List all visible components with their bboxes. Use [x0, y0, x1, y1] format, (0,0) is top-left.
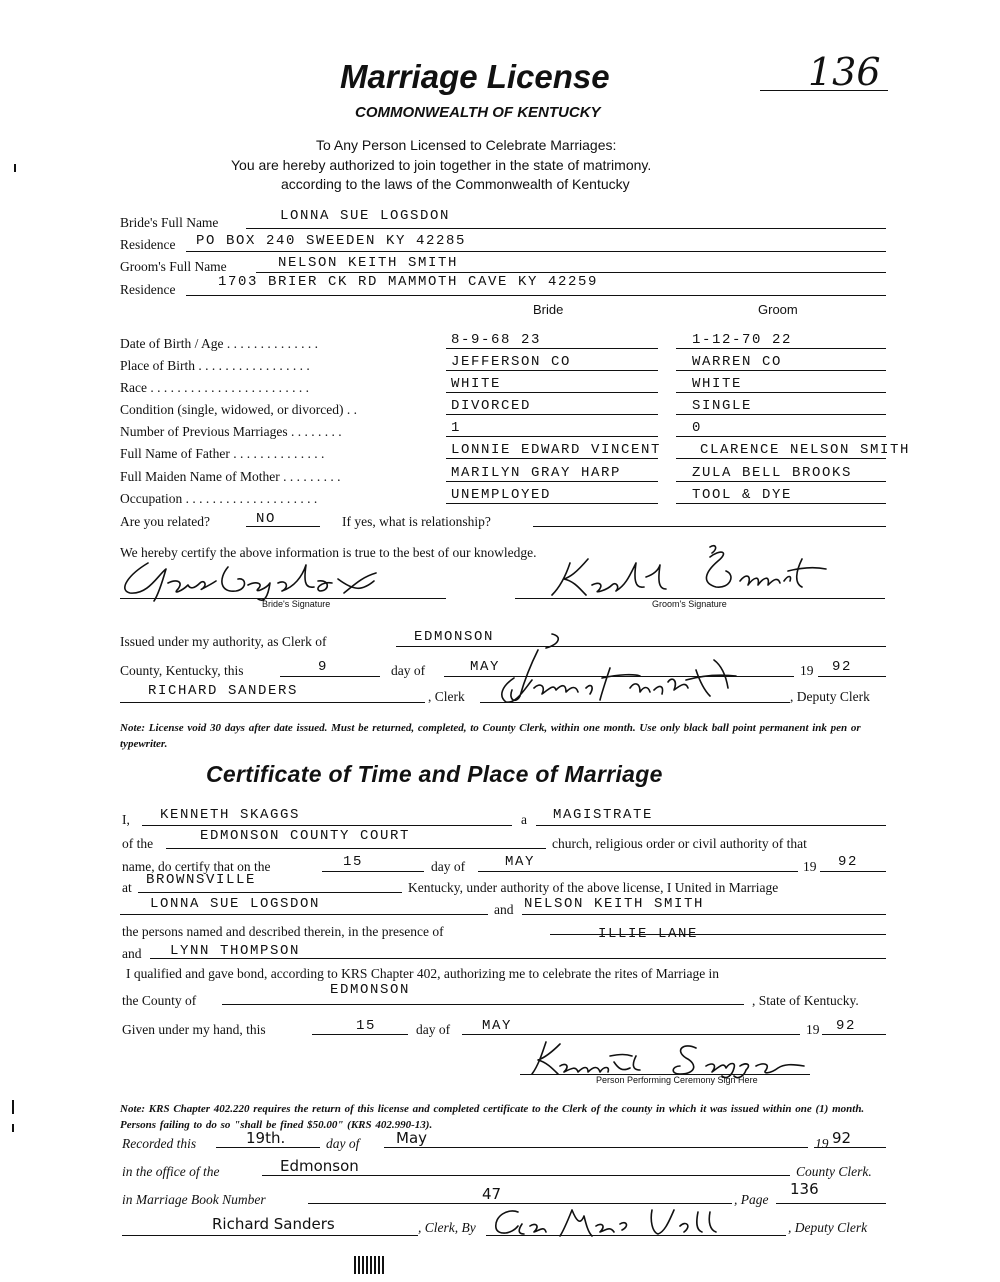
groom-signature-caption: Groom's Signature — [652, 599, 727, 609]
bride-detail-line — [446, 414, 658, 415]
issue-year-prefix: 19 — [800, 663, 814, 678]
stamp-mark — [354, 1256, 384, 1274]
groom-detail-value: WARREN CO — [692, 354, 783, 370]
groom-residence-line — [186, 295, 886, 296]
groom-detail-value: TOOL & DYE — [692, 487, 793, 503]
given-day-line — [312, 1034, 408, 1035]
given-day: 15 — [356, 1018, 377, 1034]
recording-clerk-name: Richard Sanders — [212, 1215, 335, 1233]
authority-label: Issued under my authority, as Clerk of — [120, 634, 327, 649]
bride-detail-value: JEFFERSON CO — [451, 354, 572, 370]
bride-name-label: Bride's Full Name — [120, 215, 219, 230]
page-label: , Page — [734, 1192, 769, 1207]
groom-detail-line — [676, 481, 886, 482]
groom-detail-line — [676, 370, 886, 371]
cert-day-of: day of — [431, 859, 466, 874]
deputy-clerk-line — [480, 702, 790, 703]
recorded-label: Recorded this — [122, 1136, 197, 1151]
marriage-month: MAY — [505, 854, 536, 870]
groom-detail-value: 0 — [692, 420, 703, 436]
officiant-title: MAGISTRATE — [553, 807, 654, 823]
bride-detail-value: LONNIE EDWARD VINCENT — [451, 442, 662, 458]
bride-name-line — [246, 228, 886, 229]
recorded-year: 92 — [832, 1129, 852, 1147]
given-month-line — [462, 1034, 800, 1035]
clerk-by-label: , Clerk, By — [418, 1220, 476, 1235]
groom-detail-line — [676, 414, 886, 415]
bride-column-header: Bride — [533, 302, 564, 317]
detail-label: Race . . . . . . . . . . . . . . . . . . . . . . . . — [120, 380, 309, 395]
recorded-year-line — [814, 1147, 886, 1148]
groom-detail-line — [676, 392, 886, 393]
recorded-month: May — [396, 1129, 428, 1147]
detail-label: Number of Previous Marriages . . . . . . . . — [120, 424, 342, 439]
detail-label: Place of Birth . . . . . . . . . . . . . . . . . — [120, 358, 310, 373]
groom-detail-value: SINGLE — [692, 398, 753, 414]
groom-detail-value: CLARENCE NELSON SMITH — [700, 442, 911, 458]
bride-detail-value: DIVORCED — [451, 398, 532, 414]
intro-line-1: To Any Person Licensed to Celebrate Marriages: — [316, 137, 617, 153]
license-void-note: Note: License void 30 days after date issued. Must be returned, completed, to County Clerk, within one month. Use only black ball point permanent ink pen or typewriter. — [120, 722, 861, 750]
given-year-line — [822, 1034, 886, 1035]
given-label: Given under my hand, this — [122, 1022, 266, 1037]
scan-mark — [12, 1124, 14, 1132]
bride-detail-value: 8-9-68 23 — [451, 332, 542, 348]
officiant-signature-caption: Person Performing Ceremony Sign Here — [596, 1075, 758, 1085]
issuing-clerk-line — [120, 702, 425, 703]
bride-signature-caption: Bride's Signature — [262, 599, 331, 609]
related-label: Are you related? — [120, 514, 210, 529]
united-person-2: NELSON KEITH SMITH — [524, 896, 705, 912]
issuing-clerk-name: RICHARD SANDERS — [148, 683, 299, 699]
cert-a-label: a — [521, 812, 527, 827]
civil-authority: EDMONSON COUNTY COURT — [200, 828, 411, 844]
marriage-year: 92 — [838, 854, 859, 870]
issue-day-of: day of — [391, 663, 426, 678]
groom-detail-line — [676, 503, 886, 504]
detail-label: Full Name of Father . . . . . . . . . . . . . . — [120, 446, 325, 461]
witness-1: ILLIE LANE — [598, 926, 699, 942]
witness-2-line — [150, 958, 886, 959]
groom-residence: 1703 BRIER CK RD MAMMOTH CAVE KY 42259 — [218, 274, 599, 290]
issue-day-line — [280, 676, 380, 677]
recorded-day-of: day of — [326, 1136, 360, 1151]
bride-detail-value: UNEMPLOYED — [451, 487, 552, 503]
cert-i-label: I, — [122, 812, 130, 827]
groom-name-label: Groom's Full Name — [120, 259, 227, 274]
issue-day: 9 — [318, 659, 329, 675]
recorded-year-prefix: 19 — [815, 1136, 829, 1151]
county-clerk-label: County Clerk. — [796, 1164, 872, 1179]
detail-label: Condition (single, widowed, or divorced) . . — [120, 402, 357, 417]
groom-detail-line — [676, 436, 886, 437]
bride-detail-line — [446, 348, 658, 349]
document-subtitle: COMMONWEALTH OF KENTUCKY — [355, 104, 601, 121]
number-line — [760, 90, 888, 91]
related-line — [246, 526, 320, 527]
officiant-line — [142, 825, 512, 826]
detail-label: Full Maiden Name of Mother . . . . . . . . . — [120, 469, 341, 484]
related-value: NO — [256, 511, 277, 527]
recorded-month-line — [384, 1147, 808, 1148]
groom-name-line — [256, 272, 886, 273]
marriage-day: 15 — [343, 854, 364, 870]
bride-name: LONNA SUE LOGSDON — [280, 208, 451, 224]
bride-detail-value: 1 — [451, 420, 462, 436]
given-year-prefix: 19 — [806, 1022, 820, 1037]
license-number: 136 — [808, 50, 881, 94]
recorded-day-line — [216, 1147, 320, 1148]
bond-text: I qualified and gave bond, according to KRS Chapter 402, authorizing me to celebrate the rites of Marriage in — [126, 966, 720, 981]
given-year: 92 — [836, 1018, 857, 1034]
officiant-title-line — [536, 825, 886, 826]
given-month: MAY — [482, 1018, 513, 1034]
return-note: Note: KRS Chapter 402.220 requires the return of this license and completed certificate to the Clerk of the county in which it was issued within one (1) month. Persons failing to do so "shall be fined $50.00" (KRS 402.990-13). — [120, 1103, 865, 1131]
bride-detail-value: MARILYN GRAY HARP — [451, 465, 622, 481]
cert-certify-label: name, do certify that on the — [122, 859, 271, 874]
groom-detail-value: ZULA BELL BROOKS — [692, 465, 853, 481]
bride-detail-line — [446, 458, 658, 459]
bride-detail-line — [446, 392, 658, 393]
kentucky-text: Kentucky, under authority of the above license, I United in Marriage — [408, 880, 779, 895]
groom-column-header: Groom — [758, 302, 798, 317]
marriage-year-line — [820, 871, 886, 872]
groom-detail-value: 1-12-70 22 — [692, 332, 793, 348]
united-person-1-line — [120, 914, 488, 915]
issue-month: MAY — [470, 659, 501, 675]
clerk-label: , Clerk — [428, 689, 465, 704]
office-label: in the office of the — [122, 1164, 220, 1179]
book-number: 47 — [482, 1185, 502, 1203]
page-number-line — [776, 1203, 886, 1204]
marriage-place-line — [138, 892, 402, 893]
ceremony-county: EDMONSON — [330, 982, 411, 998]
certificate-title: Certificate of Time and Place of Marriage — [206, 761, 663, 787]
ceremony-county-line — [222, 1004, 744, 1005]
groom-signature — [540, 545, 830, 605]
given-day-of: day of — [416, 1022, 451, 1037]
officiant-name: KENNETH SKAGGS — [160, 807, 301, 823]
cert-at-label: at — [122, 880, 132, 895]
bride-detail-line — [446, 503, 658, 504]
issue-year: 92 — [832, 659, 853, 675]
bride-residence-line — [186, 251, 886, 252]
cert-witness-and: and — [122, 946, 142, 961]
groom-detail-value: WHITE — [692, 376, 743, 392]
witness-2: LYNN THOMPSON — [170, 943, 301, 959]
deputy-clerk-label: , Deputy Clerk — [790, 689, 870, 704]
bride-residence-label: Residence — [120, 237, 176, 252]
county-kentucky-label: County, Kentucky, this — [120, 663, 244, 678]
persons-text: the persons named and described therein, in the presence of — [122, 924, 444, 939]
groom-residence-label: Residence — [120, 282, 176, 297]
groom-detail-line — [676, 458, 886, 459]
issuing-county: EDMONSON — [414, 629, 495, 645]
civil-authority-line — [166, 848, 546, 849]
relationship-line — [533, 526, 886, 527]
document-title: Marriage License — [340, 58, 610, 95]
scan-mark — [12, 1100, 14, 1114]
groom-detail-line — [676, 348, 886, 349]
deputy-clerk-signature — [490, 630, 760, 710]
intro-line-3: according to the laws of the Commonwealth of Kentucky — [281, 176, 630, 192]
groom-name: NELSON KEITH SMITH — [278, 255, 459, 271]
bride-detail-line — [446, 481, 658, 482]
detail-label: Occupation . . . . . . . . . . . . . . . . . . . . — [120, 491, 318, 506]
book-label: in Marriage Book Number — [122, 1192, 266, 1207]
authority-suffix: church, religious order or civil authority of that — [552, 836, 807, 851]
issue-year-line — [818, 676, 886, 677]
recording-deputy-label: , Deputy Clerk — [788, 1220, 868, 1235]
page-number: 136 — [790, 1180, 819, 1198]
office-county: Edmonson — [280, 1157, 359, 1175]
scan-mark — [14, 164, 16, 172]
state-text: , State of Kentucky. — [752, 993, 859, 1008]
marriage-place: BROWNSVILLE — [146, 872, 257, 888]
witness-1-line — [550, 934, 886, 935]
united-person-2-line — [522, 914, 886, 915]
united-person-1: LONNA SUE LOGSDON — [150, 896, 321, 912]
cert-year-prefix: 19 — [803, 859, 817, 874]
bride-residence: PO BOX 240 SWEEDEN KY 42285 — [196, 233, 467, 249]
relationship-label: If yes, what is relationship? — [342, 514, 491, 529]
marriage-day-line — [322, 871, 424, 872]
office-county-line — [262, 1175, 790, 1176]
cert-county-of: the County of — [122, 993, 197, 1008]
cert-of-the: of the — [122, 836, 154, 851]
bride-detail-line — [446, 370, 658, 371]
cert-and-label: and — [494, 902, 514, 917]
recorded-day: 19th. — [246, 1129, 286, 1147]
intro-line-2: You are hereby authorized to join together in the state of matrimony. — [231, 157, 652, 173]
bride-detail-value: WHITE — [451, 376, 502, 392]
certify-statement: We hereby certify the above information is true to the best of our knowledge. — [120, 545, 537, 560]
marriage-month-line — [478, 871, 798, 872]
detail-label: Date of Birth / Age . . . . . . . . . . . . . . — [120, 336, 318, 351]
recording-clerk-line — [122, 1235, 418, 1236]
recording-deputy-line — [486, 1235, 786, 1236]
bride-detail-line — [446, 436, 658, 437]
